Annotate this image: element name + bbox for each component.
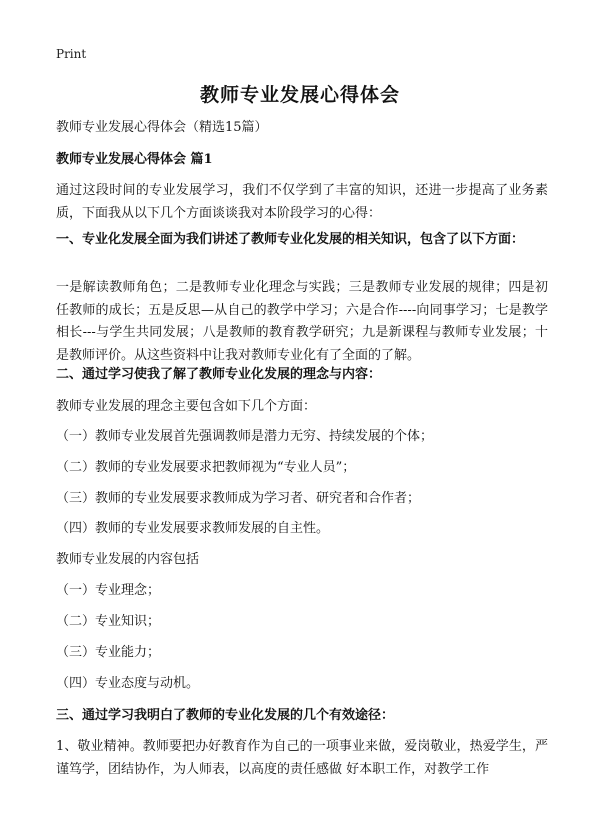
document-subtitle: 教师专业发展心得体会（精选15篇） [56, 120, 268, 135]
content-item: （四）专业态度与动机。 [56, 676, 200, 691]
content-item: （三）专业能力； [56, 645, 161, 660]
concept-item: （四）教师的专业发展要求教师发展的自主性。 [56, 521, 330, 536]
document-title: 教师专业发展心得体会 [199, 84, 400, 106]
intro-paragraph: 通过这段时间的专业发展学习，我们不仅学到了丰富的知识，还进一步提高了业务素质，下面我从以下几个方面谈谈我对本阶段学习的心得： [56, 183, 548, 221]
concept-item: （一）教师专业发展首先强调教师是潜力无穷、持续发展的个体； [56, 429, 434, 444]
concept-item: （三）教师的专业发展要求教师成为学习者、研究者和合作者； [56, 491, 421, 506]
heading-one: 一、专业化发展全面为我们讲述了教师专业化发展的相关知识，包含了以下方面： [56, 232, 525, 247]
print-link[interactable]: Print [56, 47, 87, 61]
content-item: （二）专业知识； [56, 614, 161, 629]
heading-two: 二、通过学习使我了解了教师专业化发展的理念与内容： [56, 367, 382, 382]
section-heading: 教师专业发展心得体会 篇1 [56, 152, 213, 167]
heading-three: 三、通过学习我明白了教师的专业化发展的几个有效途径： [56, 708, 395, 723]
paragraph-three: 1、敬业精神。教师要把办好教育作为自己的一项事业来做，爱岗敬业，热爱学生，严谨笃学，团结协作，为人师表，以高度的责任感做 好本职工作，对教学工作 [56, 739, 548, 777]
content-intro: 教师专业发展的内容包括 [56, 552, 200, 567]
concept-item: （二）教师的专业发展要求把教师视为“专业人员”； [56, 460, 356, 475]
concept-intro: 教师专业发展的理念主要包含如下几个方面： [56, 399, 317, 414]
paragraph-one: 一是解读教师角色；二是教师专业化理念与实践；三是教师专业发展的规律；四是初任教师的成长；五是反思—从自己的教学中学习；六是合作----向同事学习；七是教学相长---与学生共同发展；八是教师的教育教学研究；九是新课程与教师专业发展；十是教师评价。从这些资料中让我对教师专业化有了全面的了解。 [56, 280, 548, 363]
content-item: （一）专业理念； [56, 583, 161, 598]
